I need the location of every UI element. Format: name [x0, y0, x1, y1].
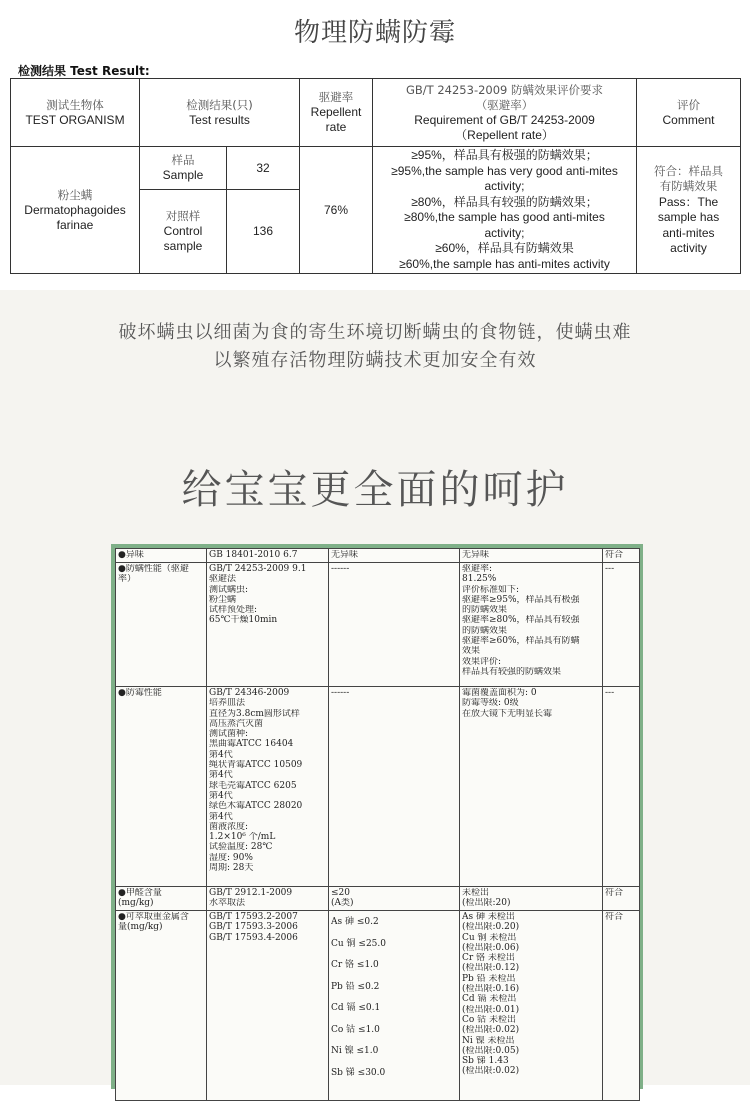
report-method-cell: [207, 911, 329, 1101]
report-cell-line: 1.2×10⁶ 个/mL: [209, 832, 276, 843]
report-cell-line: 驱避率≥80%，样品具有较强: [462, 615, 580, 626]
report-cell-line: 65℃干燥10min: [209, 615, 278, 626]
report-cell-line: 效果评价:: [462, 656, 502, 667]
report-cell-line: ●防螨性能（驱避: [118, 564, 189, 574]
report-cell-line: (检出限:0.01): [462, 1004, 520, 1015]
report-item-cell: [116, 563, 207, 687]
report-cell-line: (检出限:0.12): [462, 963, 520, 974]
description-line-1: 破坏螨虫以细菌为食的寄生环境切断螨虫的食物链，使螨虫难: [118, 322, 632, 343]
report-requirement-cell: [329, 549, 460, 563]
report-cell-line: Cd 镉 未检出: [462, 994, 517, 1005]
report-item-cell: [116, 911, 207, 1101]
report-cell-line: 测试螨虫:: [209, 584, 249, 595]
report-result-cell: [460, 687, 603, 887]
report-cell-line: 第4代: [209, 770, 233, 781]
report-item-cell: [116, 549, 207, 563]
report-cell-line: Ni 镍 未检出: [462, 1035, 515, 1046]
report-cell-line: (检出限:20): [462, 898, 511, 909]
report-cell-line: 驱避率:: [462, 564, 493, 574]
report-cell-line: (A类): [331, 898, 354, 909]
report-cell-line: 驱避率≥60%，样品具有防螨: [462, 636, 580, 647]
report-verdict: 符合: [605, 550, 624, 560]
report-cell-line: 的防螨效果: [462, 605, 508, 616]
control-value: 136: [227, 190, 300, 274]
organism-cell: 粉尘螨 Dermatophagoides farinae: [11, 147, 140, 274]
report-row: [116, 549, 640, 563]
report-cell-line: Sb 锑 1.43: [462, 1056, 509, 1067]
report-requirement-cell: [329, 911, 460, 1101]
description-section: [0, 290, 750, 1085]
report-cell-line: 效果: [462, 646, 481, 657]
report-cell-line: 培养皿法: [209, 698, 246, 709]
report-cell-line: Cu 铜 ≤25.0: [331, 938, 386, 949]
report-cell-line: 评价标准如下:: [462, 584, 520, 595]
report-cell-line: (mg/kg): [118, 898, 154, 909]
report-cell-line: ------: [331, 688, 350, 698]
report-method-cell: [207, 887, 329, 911]
report-verdict-cell: [603, 687, 640, 887]
report-cell-line: 防霉等级: 0级: [462, 698, 519, 709]
header-organism: 测试生物体 TEST ORGANISM: [11, 79, 140, 147]
control-label: 对照样 Control sample: [140, 190, 227, 274]
report-cell-line: ●防霉性能: [118, 688, 162, 698]
report-method-cell: [207, 687, 329, 887]
report-cell-line: 黑曲霉ATCC 16404: [209, 739, 294, 750]
report-cell-line: Co 钴 未检出: [462, 1014, 517, 1025]
report-cell-line: 在放大镜下无明显长霉: [462, 708, 553, 719]
report-cell-line: 绿色木霉ATCC 28020: [209, 801, 303, 812]
report-cell-line: Pb 铅 未检出: [462, 973, 516, 984]
report-cell-line: GB/T 2912.1-2009: [209, 888, 293, 898]
report-cell-line: 周期: 28天: [209, 863, 254, 874]
report-result-cell: [460, 887, 603, 911]
report-row: [116, 911, 640, 1101]
report-cell-line: ●可萃取重金属含: [118, 912, 189, 922]
report-item-cell: [116, 687, 207, 887]
sample-value: 32: [227, 147, 300, 190]
report-cell-line: 81.25%: [462, 574, 497, 585]
test-result-table: [10, 78, 741, 274]
report-item-cell: [116, 887, 207, 911]
report-verdict-cell: [603, 563, 640, 687]
report-verdict: 符合: [605, 888, 624, 898]
report-cell-line: As 砷 ≤0.2: [331, 917, 379, 927]
report-cell-line: 高压蒸汽灭菌: [209, 718, 264, 729]
report-cell-line: Ni 镍 ≤1.0: [331, 1046, 379, 1056]
report-cell-line: Cr 铬 ≤1.0: [331, 960, 379, 970]
report-cell-line: GB/T 24253-2009 9.1: [209, 564, 307, 574]
report-cell-line: (检出限:0.05): [462, 1045, 520, 1056]
report-cell-line: Cu 铜 未检出: [462, 932, 517, 943]
report-row: [116, 887, 640, 911]
report-cell-line: 粉尘螨: [209, 594, 237, 605]
report-cell-line: 未检出: [462, 888, 490, 898]
report-cell-line: Sb 锑 ≤30.0: [331, 1067, 386, 1078]
report-row: [116, 563, 640, 687]
sample-label: 样品 Sample: [140, 147, 227, 190]
repellent-rate-value: 76%: [300, 147, 373, 274]
report-cell-line: 试验温度: 28℃: [209, 842, 273, 853]
header-results: 检测结果(只) Test results: [140, 79, 300, 147]
requirement-cell: ≥95%，样品具有极强的防螨效果； ≥95%,the sample has very good anti-mites activity; ≥80%，样品具有较强的防螨效果； ≥80%,the sample has good anti-mites activity; ≥60%，样品具有防螨效果 ≥60%,the sample has anti-mites activity: [373, 147, 637, 274]
report-cell-line: 菌液浓度:: [209, 821, 249, 832]
report-cell-line: (检出限:0.02): [462, 1066, 520, 1077]
report-method-cell: [207, 563, 329, 687]
report-cell-line: 水萃取法: [209, 898, 246, 909]
report-cell-line: 绳状青霉ATCC 10509: [209, 760, 303, 771]
report-cell-line: (检出限:0.20): [462, 922, 520, 933]
report-result-cell: [460, 549, 603, 563]
table-row: [11, 147, 741, 190]
comment-cell: 符合：样品具 有防螨效果 Pass：The sample has anti-mites activity: [637, 147, 741, 274]
description-line-2: 以繁殖存活物理防螨技术更加安全有效: [213, 350, 537, 371]
report-verdict-cell: [603, 911, 640, 1101]
table-header-row: [11, 79, 741, 147]
report-cell-line: 率）: [118, 574, 137, 585]
report-cell-line: 球毛壳霉ATCC 6205: [209, 780, 297, 791]
report-cell-line: ●甲醛含量: [118, 888, 162, 898]
report-cell-line: 霉菌覆盖面积为: 0: [462, 688, 537, 698]
report-verdict: 符合: [605, 912, 624, 922]
report-cell-line: Co 钴 ≤1.0: [331, 1024, 380, 1035]
report-cell-line: ------: [331, 564, 350, 574]
report-cell-line: 测试菌种:: [209, 729, 249, 740]
report-cell-line: GB/T 17593.4-2006: [209, 932, 298, 943]
report-cell-line: GB/T 17593.2-2007: [209, 912, 298, 922]
report-cell-line: (检出限:0.16): [462, 984, 520, 995]
report-cell-line: 驱避率≥95%，样品具有极强: [462, 594, 580, 605]
report-cell-line: 第4代: [209, 811, 233, 822]
report-verdict: ---: [605, 564, 615, 574]
section-heading: 给宝宝更全面的呵护: [181, 467, 569, 513]
report-cell-line: Cr 铬 未检出: [462, 953, 515, 964]
report-verdict-cell: [603, 887, 640, 911]
report-result-cell: [460, 911, 603, 1101]
report-requirement-cell: [329, 687, 460, 887]
report-cell-line: 湿度: 90%: [209, 852, 253, 863]
page-title: 物理防螨防霉: [293, 18, 456, 48]
report-cell-line: 第4代: [209, 790, 233, 801]
report-cell-line: 无异味: [331, 550, 359, 560]
header-repellent: 驱避率 Repellent rate: [300, 79, 373, 147]
report-cell-line: 样品具有较强的防螨效果: [462, 666, 562, 677]
report-requirement-cell: [329, 563, 460, 687]
report-cell-line: (检出限:0.06): [462, 942, 520, 953]
report-cell-line: 量(mg/kg): [118, 922, 163, 933]
report-requirement-cell: [329, 887, 460, 911]
report-cell-line: Cd 镉 ≤0.1: [331, 1003, 381, 1013]
test-result-section: [0, 0, 750, 290]
report-cell-line: 第4代: [209, 749, 233, 760]
report-cell-line: ≤20: [331, 888, 350, 898]
report-method-cell: [207, 549, 329, 563]
report-verdict-cell: [603, 549, 640, 563]
report-row: [116, 687, 640, 887]
header-comment: 评价 Comment: [637, 79, 741, 147]
report-cell-line: 的防螨效果: [462, 625, 508, 636]
report-verdict: ---: [605, 688, 615, 698]
report-cell-line: GB/T 17593.3-2006: [209, 922, 298, 933]
report-table-frame: [111, 544, 643, 1089]
report-cell-line: 直径为3.8cm圆形试样: [209, 708, 300, 719]
report-cell-line: ●异味: [118, 550, 144, 560]
test-result-label: 检测结果 Test Result:: [18, 64, 150, 78]
report-cell-line: (检出限:0.02): [462, 1025, 520, 1036]
report-cell-line: Pb 铅 ≤0.2: [331, 981, 380, 992]
report-cell-line: GB/T 24346-2009: [209, 688, 290, 698]
report-cell-line: As 砷 未检出: [462, 912, 515, 922]
report-cell-line: GB 18401-2010 6.7: [209, 550, 298, 560]
header-requirement: GB/T 24253-2009 防螨效果评价要求 （驱避率） Requirement of GB/T 24253-2009 （Repellent rate）: [373, 79, 637, 147]
report-result-cell: [460, 563, 603, 687]
report-cell-line: 无异味: [462, 550, 490, 560]
report-cell-line: 驱避法: [209, 574, 237, 585]
report-table: [115, 548, 640, 1101]
report-cell-line: 试样预处理:: [209, 605, 258, 616]
